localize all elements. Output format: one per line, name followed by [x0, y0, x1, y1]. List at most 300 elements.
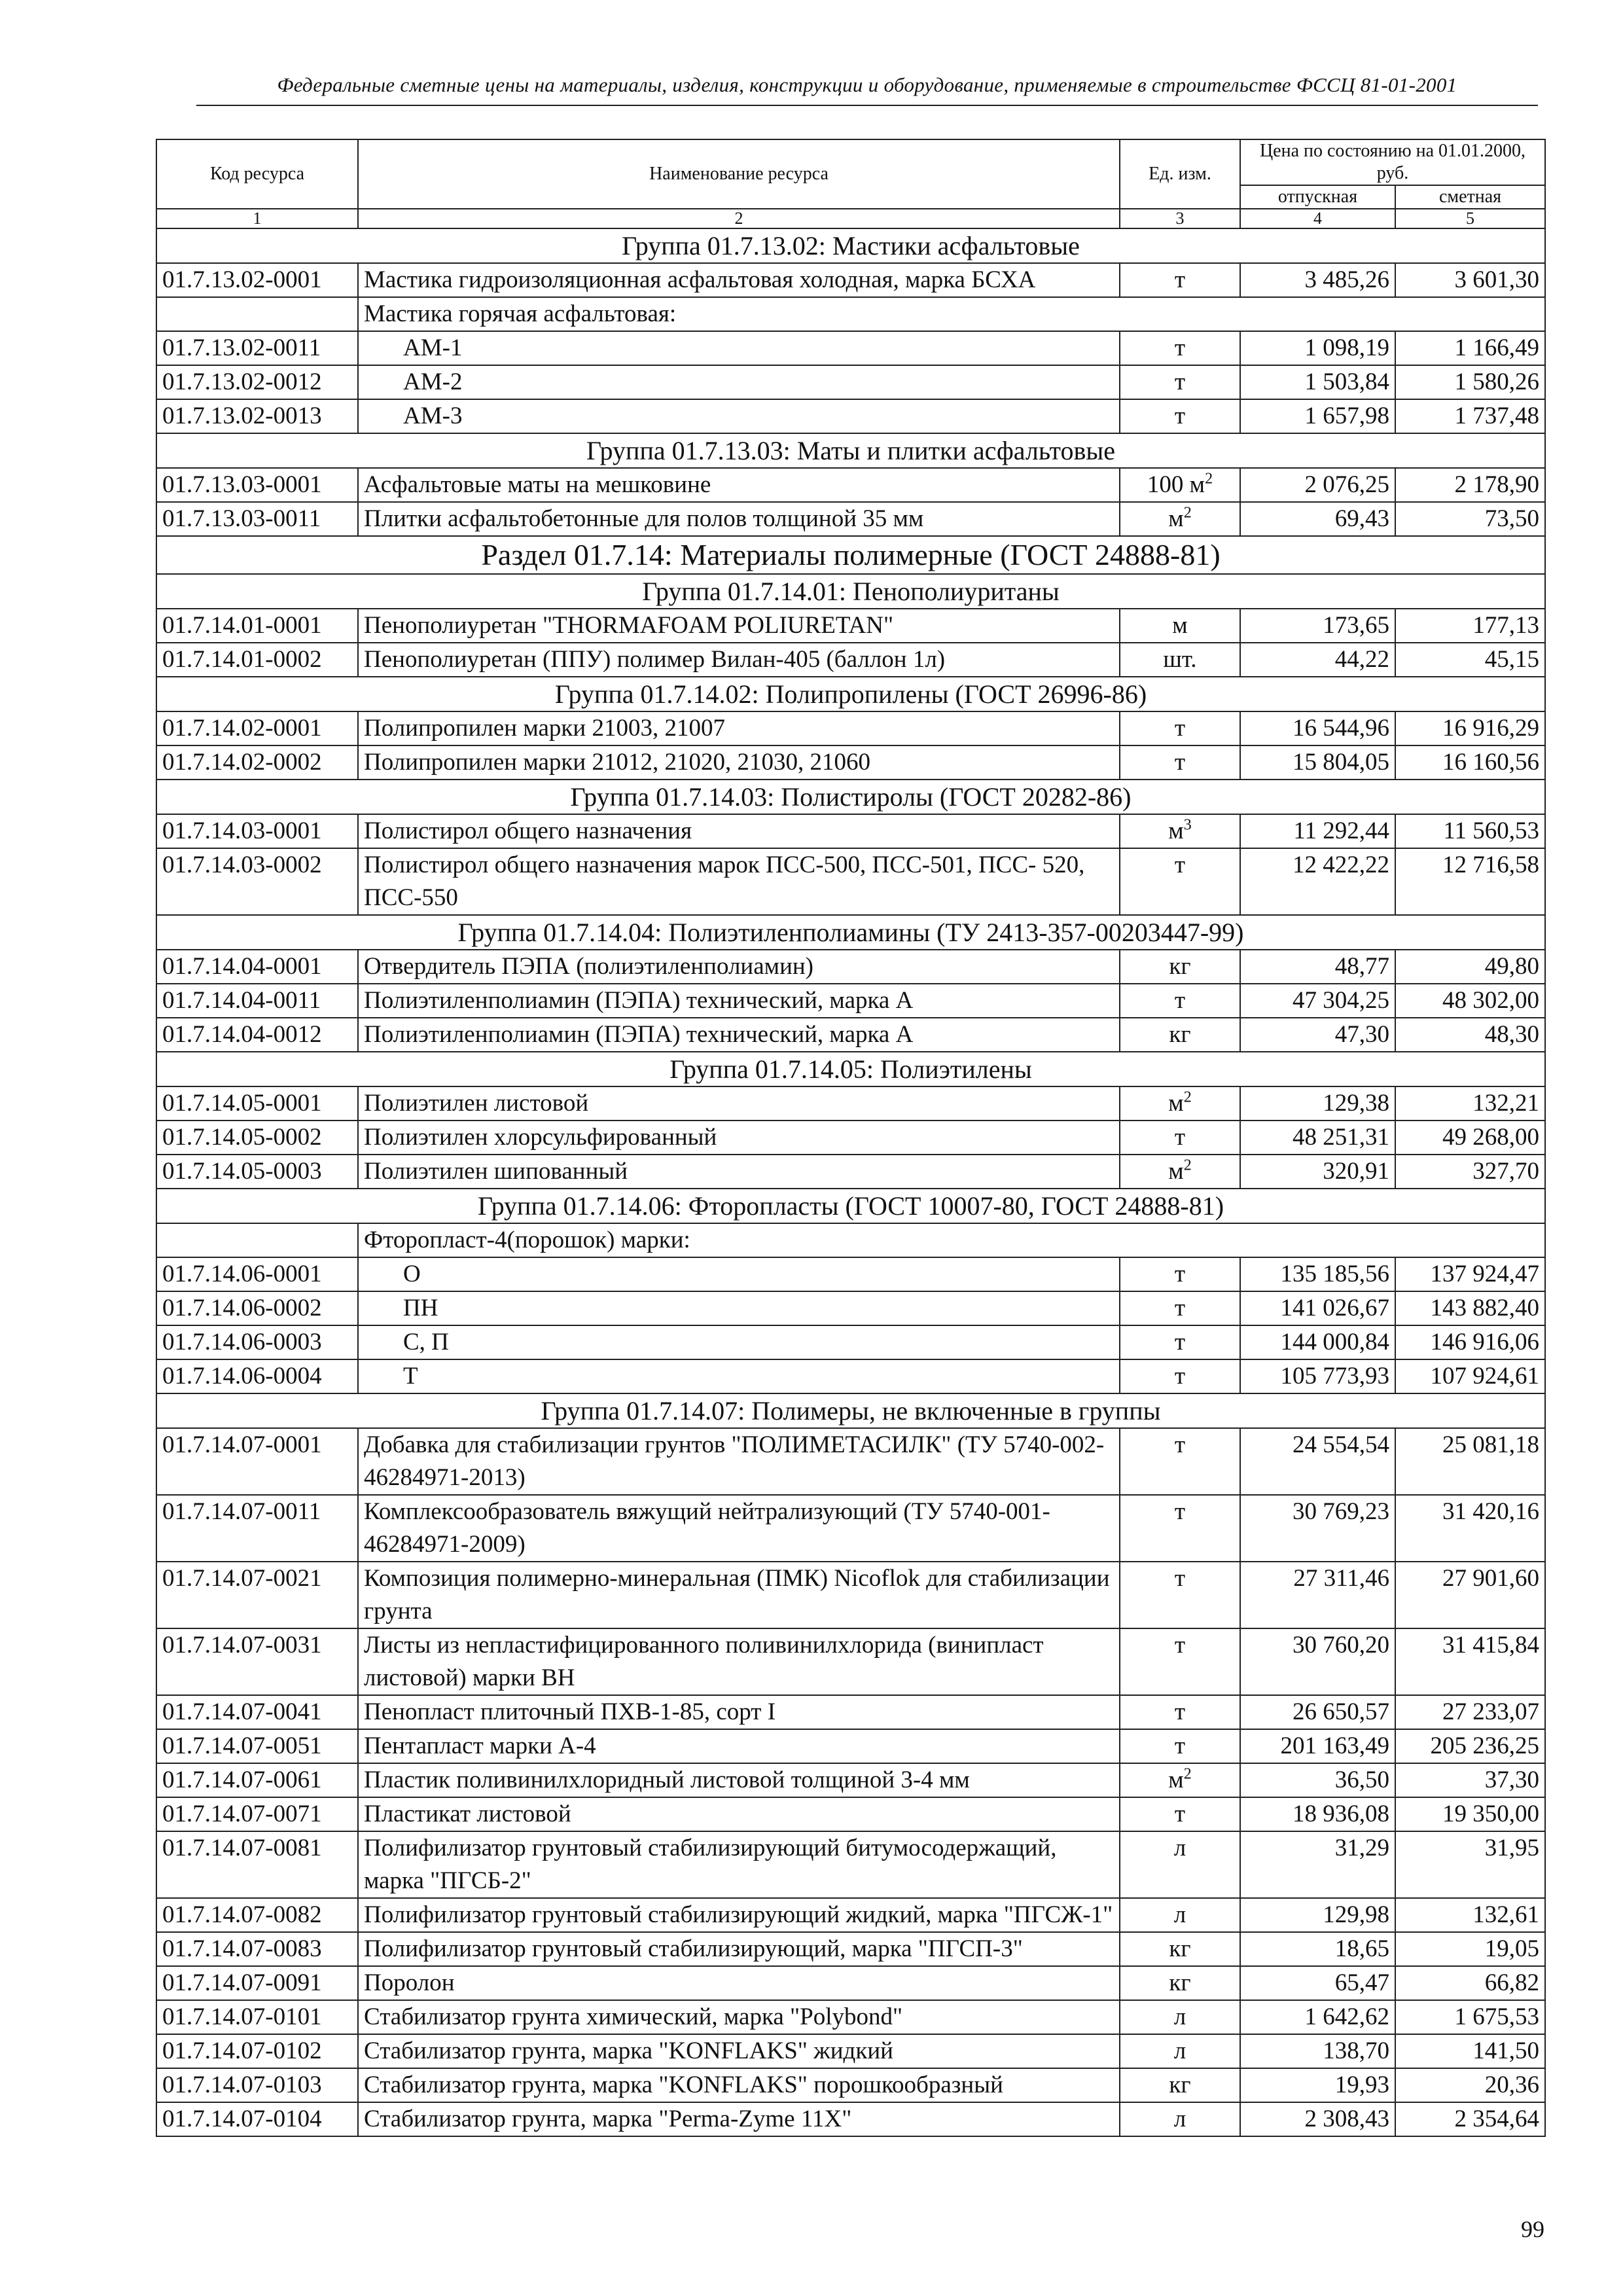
resource-name: Полистирол общего назначения	[358, 814, 1120, 848]
table-row	[156, 711, 1545, 745]
resource-name: Стабилизатор грунта, марка "Perma-Zyme 11X"	[358, 2102, 1120, 2136]
resource-name: Поролон	[358, 1966, 1120, 2000]
estimate-price: 137 924,47	[1395, 1257, 1545, 1291]
running-header: Федеральные сметные цены на материалы, изделия, конструкции и оборудование, применяемые в строительстве ФССЦ 81-01-2001	[277, 73, 1457, 96]
resource-code: 01.7.14.07-0061	[156, 1763, 358, 1797]
resource-name	[358, 365, 1120, 399]
header-release: отпускная	[1240, 185, 1395, 209]
unit-text: л	[1173, 1835, 1186, 1861]
col-number: 3	[1120, 209, 1240, 228]
group-heading-row	[156, 1189, 1545, 1223]
resource-name: Асфальтовые маты на мешковине	[358, 468, 1120, 502]
release-price: 30 760,20	[1240, 1628, 1395, 1695]
release-price: 19,93	[1240, 2068, 1395, 2102]
unit-of-measure	[1120, 1291, 1240, 1325]
resource-name: Стабилизатор грунта, марка "KONFLAKS" жидкий	[358, 2034, 1120, 2068]
group-title: Группа 01.7.14.02: Полипропилены (ГОСТ 26996-86)	[156, 677, 1545, 711]
estimate-price: 3 601,30	[1395, 263, 1545, 297]
group-title: Группа 01.7.14.06: Фторопласты (ГОСТ 10007-80, ГОСТ 24888-81)	[156, 1189, 1545, 1223]
release-price: 69,43	[1240, 502, 1395, 536]
resource-code: 01.7.13.02-0001	[156, 263, 358, 297]
estimate-price: 49,80	[1395, 950, 1545, 984]
unit-of-measure	[1120, 950, 1240, 984]
release-price: 173,65	[1240, 609, 1395, 643]
resource-name: Пенопласт плиточный ПХВ-1-85, сорт I	[358, 1695, 1120, 1729]
unit-text: т	[1174, 368, 1186, 395]
estimate-price: 27 233,07	[1395, 1695, 1545, 1729]
table-row	[156, 2000, 1545, 2034]
resource-name: Полиэтилен листовой	[358, 1086, 1120, 1121]
release-price: 36,50	[1240, 1763, 1395, 1797]
resource-code: 01.7.14.05-0001	[156, 1086, 358, 1121]
group-heading-row	[156, 677, 1545, 711]
unit-of-measure	[1120, 2068, 1240, 2102]
estimate-price: 48,30	[1395, 1018, 1545, 1052]
resource-code: 01.7.14.07-0082	[156, 1898, 358, 1932]
estimate-price: 2 178,90	[1395, 468, 1545, 502]
estimate-price: 25 081,18	[1395, 1428, 1545, 1495]
group-heading-row	[156, 780, 1545, 814]
column-numbers-row	[156, 209, 1545, 228]
table-row	[156, 1325, 1545, 1359]
unit-of-measure	[1120, 1325, 1240, 1359]
release-price: 65,47	[1240, 1966, 1395, 2000]
resource-code: 01.7.14.07-0041	[156, 1695, 358, 1729]
unit-of-measure	[1120, 1695, 1240, 1729]
unit-of-measure	[1120, 1086, 1240, 1121]
unit-text: т	[1174, 1498, 1186, 1525]
unit-text: т	[1174, 1732, 1186, 1759]
resource-name: Добавка для стабилизации грунтов "ПОЛИМЕТАСИЛК" (ТУ 5740-002- 46284971-2013)	[358, 1428, 1120, 1495]
table-row	[156, 1729, 1545, 1763]
unit-text: кг	[1169, 2072, 1191, 2098]
resource-code: 01.7.14.07-0001	[156, 1428, 358, 1495]
unit-text: кг	[1169, 1021, 1191, 1048]
release-price: 320,91	[1240, 1155, 1395, 1189]
resource-code: 01.7.14.07-0101	[156, 2000, 358, 2034]
resource-code: 01.7.14.07-0091	[156, 1966, 358, 2000]
estimate-price: 177,13	[1395, 609, 1545, 643]
estimate-price: 19,05	[1395, 1932, 1545, 1966]
unit-text: т	[1174, 1124, 1186, 1151]
unit-text: м	[1168, 1090, 1184, 1117]
group-heading-row	[156, 433, 1545, 468]
resource-name: Полиэтиленполиамин (ПЭПА) технический, марка А	[358, 984, 1120, 1018]
release-price: 201 163,49	[1240, 1729, 1395, 1763]
estimate-price: 49 268,00	[1395, 1121, 1545, 1155]
unit-exponent: 2	[1183, 1765, 1192, 1783]
resource-code: 01.7.14.07-0102	[156, 2034, 358, 2068]
estimate-price: 1 580,26	[1395, 365, 1545, 399]
unit-text: м	[1168, 817, 1184, 844]
table-row	[156, 1121, 1545, 1155]
release-price: 2 308,43	[1240, 2102, 1395, 2136]
resource-code: 01.7.14.07-0083	[156, 1932, 358, 1966]
group-title: Группа 01.7.13.03: Маты и плитки асфальтовые	[156, 433, 1545, 468]
resource-code: 01.7.14.06-0001	[156, 1257, 358, 1291]
estimate-price: 19 350,00	[1395, 1797, 1545, 1831]
release-price: 1 098,19	[1240, 331, 1395, 365]
unit-text: л	[1173, 1901, 1186, 1928]
resource-name	[358, 1291, 1120, 1325]
unit-of-measure	[1120, 1932, 1240, 1966]
resource-name-text: Т	[403, 1363, 418, 1390]
release-price: 1 657,98	[1240, 399, 1395, 433]
unit-text: т	[1174, 1363, 1186, 1390]
release-price: 15 804,05	[1240, 745, 1395, 780]
release-price: 31,29	[1240, 1831, 1395, 1898]
col-number: 5	[1395, 209, 1545, 228]
unit-of-measure	[1120, 502, 1240, 536]
table-row	[156, 2068, 1545, 2102]
unit-text: л	[1173, 2106, 1186, 2132]
table-row	[156, 1495, 1545, 1562]
group-heading-row	[156, 1393, 1545, 1428]
resource-name: Полиэтилен шипованный	[358, 1155, 1120, 1189]
resource-code: 01.7.14.07-0011	[156, 1495, 358, 1562]
resource-name: Композиция полимерно-минеральная (ПМК) Nicoflok для стабилизации грунта	[358, 1562, 1120, 1628]
unit-text: м	[1172, 612, 1188, 639]
resource-name: Стабилизатор грунта химический, марка "Polybond"	[358, 2000, 1120, 2034]
unit-of-measure	[1120, 1359, 1240, 1393]
unit-of-measure	[1120, 1155, 1240, 1189]
estimate-price: 141,50	[1395, 2034, 1545, 2068]
release-price: 16 544,96	[1240, 711, 1395, 745]
resource-name: Пенополиуретан "THORMAFOAM POLIURETAN"	[358, 609, 1120, 643]
unit-text: кг	[1169, 1935, 1191, 1962]
unit-of-measure	[1120, 1018, 1240, 1052]
unit-text: м	[1168, 1767, 1184, 1793]
header-estimate: сметная	[1395, 185, 1545, 209]
resource-code: 01.7.14.07-0021	[156, 1562, 358, 1628]
unit-of-measure	[1120, 711, 1240, 745]
resource-code: 01.7.14.06-0002	[156, 1291, 358, 1325]
resource-code: 01.7.14.07-0031	[156, 1628, 358, 1695]
unit-of-measure	[1120, 399, 1240, 433]
unit-text: т	[1174, 749, 1186, 776]
resource-name: Полипропилен марки 21003, 21007	[358, 711, 1120, 745]
estimate-price: 48 302,00	[1395, 984, 1545, 1018]
resource-name: Полифилизатор грунтовый стабилизирующий битумосодержащий, марка "ПГСБ-2"	[358, 1831, 1120, 1898]
unit-of-measure	[1120, 1763, 1240, 1797]
resource-code: 01.7.13.02-0012	[156, 365, 358, 399]
table-row	[156, 2102, 1545, 2136]
estimate-price: 73,50	[1395, 502, 1545, 536]
unit-text: т	[1174, 1431, 1186, 1458]
unit-of-measure	[1120, 2102, 1240, 2136]
resource-code: 01.7.14.03-0002	[156, 848, 358, 915]
resource-name	[358, 1325, 1120, 1359]
resource-name-text: О	[403, 1261, 421, 1287]
unit-text: т	[1174, 1565, 1186, 1592]
resource-name	[358, 1257, 1120, 1291]
unit-text: т	[1174, 1632, 1186, 1659]
release-price: 2 076,25	[1240, 468, 1395, 502]
resource-name: Полифилизатор грунтовый стабилизирующий жидкий, марка "ПГСЖ-1"	[358, 1898, 1120, 1932]
resource-code: 01.7.13.03-0001	[156, 468, 358, 502]
estimate-price: 107 924,61	[1395, 1359, 1545, 1393]
unit-of-measure	[1120, 263, 1240, 297]
unit-text: кг	[1169, 1969, 1191, 1996]
resource-name: Пластикат листовой	[358, 1797, 1120, 1831]
estimate-price: 31 415,84	[1395, 1628, 1545, 1695]
table-row	[156, 950, 1545, 984]
subheading-row	[156, 1223, 1545, 1257]
table-row	[156, 609, 1545, 643]
table-row	[156, 1898, 1545, 1932]
release-price: 105 773,93	[1240, 1359, 1395, 1393]
section-title: Раздел 01.7.14: Материалы полимерные (ГОСТ 24888-81)	[156, 536, 1545, 574]
resource-code	[156, 1223, 358, 1257]
estimate-price: 16 916,29	[1395, 711, 1545, 745]
group-title: Группа 01.7.14.04: Полиэтиленполиамины (ТУ 2413-357-00203447-99)	[156, 915, 1545, 950]
resource-name: Пластик поливинилхлоридный листовой толщиной 3-4 мм	[358, 1763, 1120, 1797]
estimate-price: 1 675,53	[1395, 2000, 1545, 2034]
unit-text: т	[1174, 987, 1186, 1014]
table-row	[156, 1155, 1545, 1189]
release-price: 18 936,08	[1240, 1797, 1395, 1831]
release-price: 129,98	[1240, 1898, 1395, 1932]
group-heading-row	[156, 228, 1545, 263]
resource-name: Листы из непластифицированного поливинилхлорида (винипласт листовой) марки ВН	[358, 1628, 1120, 1695]
resource-name: Стабилизатор грунта, марка "KONFLAKS" порошкообразный	[358, 2068, 1120, 2102]
resource-code: 01.7.14.04-0011	[156, 984, 358, 1018]
unit-text: т	[1174, 266, 1186, 293]
unit-of-measure	[1120, 1729, 1240, 1763]
resource-code: 01.7.14.01-0002	[156, 643, 358, 677]
release-price: 48,77	[1240, 950, 1395, 984]
unit-text: м	[1168, 1158, 1184, 1185]
unit-text: т	[1174, 715, 1186, 742]
unit-exponent: 2	[1205, 470, 1213, 488]
table-row	[156, 365, 1545, 399]
release-price: 47 304,25	[1240, 984, 1395, 1018]
unit-of-measure	[1120, 1257, 1240, 1291]
unit-text: т	[1174, 1801, 1186, 1827]
table-row	[156, 848, 1545, 915]
group-title: Группа 01.7.14.01: Пенополиуританы	[156, 574, 1545, 609]
release-price: 24 554,54	[1240, 1428, 1395, 1495]
release-price: 3 485,26	[1240, 263, 1395, 297]
release-price: 27 311,46	[1240, 1562, 1395, 1628]
release-price: 44,22	[1240, 643, 1395, 677]
resource-code: 01.7.14.06-0003	[156, 1325, 358, 1359]
subheading-row	[156, 297, 1545, 331]
unit-text: л	[1173, 2037, 1186, 2064]
estimate-price: 16 160,56	[1395, 745, 1545, 780]
col-number: 1	[156, 209, 358, 228]
unit-of-measure	[1120, 1121, 1240, 1155]
resource-name: Пенополиуретан (ППУ) полимер Вилан-405 (баллон 1л)	[358, 643, 1120, 677]
subheading-name: Мастика горячая асфальтовая:	[358, 297, 1545, 331]
estimate-price: 132,61	[1395, 1898, 1545, 1932]
estimate-price: 37,30	[1395, 1763, 1545, 1797]
resource-code: 01.7.14.06-0004	[156, 1359, 358, 1393]
resource-code: 01.7.14.07-0081	[156, 1831, 358, 1898]
release-price: 47,30	[1240, 1018, 1395, 1052]
release-price: 11 292,44	[1240, 814, 1395, 848]
unit-of-measure	[1120, 745, 1240, 780]
resource-code: 01.7.14.07-0071	[156, 1797, 358, 1831]
table-row	[156, 745, 1545, 780]
release-price: 30 769,23	[1240, 1495, 1395, 1562]
release-price: 12 422,22	[1240, 848, 1395, 915]
estimate-price: 45,15	[1395, 643, 1545, 677]
page-number: 99	[1521, 2216, 1544, 2242]
unit-of-measure	[1120, 1898, 1240, 1932]
resource-name	[358, 331, 1120, 365]
table-row	[156, 1932, 1545, 1966]
unit-text: м	[1168, 505, 1184, 532]
table-row	[156, 1359, 1545, 1393]
resource-code: 01.7.14.07-0104	[156, 2102, 358, 2136]
release-price: 135 185,56	[1240, 1257, 1395, 1291]
header-unit: Ед. изм.	[1120, 139, 1240, 209]
resource-name: Отвердитель ПЭПА (полиэтиленполиамин)	[358, 950, 1120, 984]
resource-code: 01.7.14.03-0001	[156, 814, 358, 848]
unit-of-measure	[1120, 643, 1240, 677]
resource-code: 01.7.14.04-0001	[156, 950, 358, 984]
unit-text: т	[1174, 1329, 1186, 1355]
resource-code: 01.7.13.02-0011	[156, 331, 358, 365]
estimate-price: 132,21	[1395, 1086, 1545, 1121]
unit-text: т	[1174, 334, 1186, 361]
estimate-price: 66,82	[1395, 1966, 1545, 2000]
unit-of-measure	[1120, 609, 1240, 643]
release-price: 129,38	[1240, 1086, 1395, 1121]
unit-text: л	[1173, 2003, 1186, 2030]
estimate-price: 327,70	[1395, 1155, 1545, 1189]
unit-exponent: 3	[1183, 816, 1192, 834]
unit-of-measure	[1120, 814, 1240, 848]
estimate-price: 27 901,60	[1395, 1562, 1545, 1628]
resource-name: Полипропилен марки 21012, 21020, 21030, 21060	[358, 745, 1120, 780]
group-heading-row	[156, 915, 1545, 950]
table-row	[156, 643, 1545, 677]
resource-code	[156, 297, 358, 331]
unit-text: 100 м	[1147, 471, 1205, 498]
resource-name: Полиэтиленполиамин (ПЭПА) технический, марка А	[358, 1018, 1120, 1052]
unit-of-measure	[1120, 1495, 1240, 1562]
resource-name-text: АМ-3	[403, 403, 463, 429]
unit-of-measure	[1120, 1966, 1240, 2000]
resource-code: 01.7.13.03-0011	[156, 502, 358, 536]
table-row	[156, 263, 1545, 297]
table-row	[156, 468, 1545, 502]
table-row	[156, 502, 1545, 536]
resource-code: 01.7.14.01-0001	[156, 609, 358, 643]
release-price: 1 503,84	[1240, 365, 1395, 399]
release-price: 48 251,31	[1240, 1121, 1395, 1155]
unit-text: т	[1174, 403, 1186, 429]
estimate-price: 146 916,06	[1395, 1325, 1545, 1359]
unit-text: т	[1174, 1261, 1186, 1287]
unit-of-measure	[1120, 1831, 1240, 1898]
table-row	[156, 2034, 1545, 2068]
group-title: Группа 01.7.14.03: Полистиролы (ГОСТ 20282-86)	[156, 780, 1545, 814]
header-name: Наименование ресурса	[358, 139, 1120, 209]
resource-name: Пентапласт марки А-4	[358, 1729, 1120, 1763]
resource-name: Полиэтилен хлорсульфированный	[358, 1121, 1120, 1155]
resource-code: 01.7.14.05-0002	[156, 1121, 358, 1155]
estimate-price: 1 166,49	[1395, 331, 1545, 365]
resource-name	[358, 399, 1120, 433]
group-heading-row	[156, 1052, 1545, 1086]
resource-code: 01.7.14.07-0051	[156, 1729, 358, 1763]
estimate-price: 2 354,64	[1395, 2102, 1545, 2136]
unit-of-measure	[1120, 365, 1240, 399]
unit-text: шт.	[1163, 646, 1197, 673]
resource-name	[358, 1359, 1120, 1393]
group-heading-row	[156, 574, 1545, 609]
release-price: 138,70	[1240, 2034, 1395, 2068]
subheading-name: Фторопласт-4(порошок) марки:	[358, 1223, 1545, 1257]
resource-name: Мастика гидроизоляционная асфальтовая холодная, марка БСХА	[358, 263, 1120, 297]
release-price: 18,65	[1240, 1932, 1395, 1966]
estimate-price: 31 420,16	[1395, 1495, 1545, 1562]
release-price: 26 650,57	[1240, 1695, 1395, 1729]
release-price: 1 642,62	[1240, 2000, 1395, 2034]
resource-name: Плитки асфальтобетонные для полов толщиной 35 мм	[358, 502, 1120, 536]
unit-text: т	[1174, 1295, 1186, 1321]
unit-of-measure	[1120, 848, 1240, 915]
table-row	[156, 1428, 1545, 1495]
release-price: 141 026,67	[1240, 1291, 1395, 1325]
unit-of-measure	[1120, 468, 1240, 502]
unit-of-measure	[1120, 1428, 1240, 1495]
estimate-price: 20,36	[1395, 2068, 1545, 2102]
header-code: Код ресурса	[156, 139, 358, 209]
table-row	[156, 1797, 1545, 1831]
resource-code: 01.7.14.02-0001	[156, 711, 358, 745]
unit-text: кг	[1169, 953, 1191, 980]
table-row	[156, 1966, 1545, 2000]
estimate-price: 11 560,53	[1395, 814, 1545, 848]
unit-exponent: 2	[1183, 1157, 1192, 1174]
estimate-price: 143 882,40	[1395, 1291, 1545, 1325]
header-price: Цена по состоянию на 01.01.2000, руб.	[1240, 139, 1545, 185]
table-row	[156, 1291, 1545, 1325]
resource-name-text: С, П	[403, 1329, 449, 1355]
resource-code: 01.7.13.02-0013	[156, 399, 358, 433]
group-title: Группа 01.7.14.05: Полиэтилены	[156, 1052, 1545, 1086]
table-row	[156, 1628, 1545, 1695]
estimate-price: 205 236,25	[1395, 1729, 1545, 1763]
resource-name-text: АМ-2	[403, 368, 463, 395]
header-rule	[196, 105, 1538, 106]
table-row	[156, 1257, 1545, 1291]
unit-exponent: 2	[1183, 1088, 1192, 1106]
table-row	[156, 1695, 1545, 1729]
unit-of-measure	[1120, 331, 1240, 365]
unit-of-measure	[1120, 1562, 1240, 1628]
group-title: Группа 01.7.13.02: Мастики асфальтовые	[156, 228, 1545, 263]
resource-name: Комплексообразователь вяжущий нейтрализующий (ТУ 5740-001-46284971-2009)	[358, 1495, 1120, 1562]
col-number: 2	[358, 209, 1120, 228]
estimate-price: 1 737,48	[1395, 399, 1545, 433]
resource-name: Полифилизатор грунтовый стабилизирующий, марка "ПГСП-3"	[358, 1932, 1120, 1966]
table-row	[156, 399, 1545, 433]
unit-of-measure	[1120, 1628, 1240, 1695]
resource-code: 01.7.14.04-0012	[156, 1018, 358, 1052]
table-row	[156, 1831, 1545, 1898]
table-row	[156, 331, 1545, 365]
resource-code: 01.7.14.05-0003	[156, 1155, 358, 1189]
group-title: Группа 01.7.14.07: Полимеры, не включенные в группы	[156, 1393, 1545, 1428]
unit-of-measure	[1120, 1797, 1240, 1831]
table-row	[156, 984, 1545, 1018]
resource-code: 01.7.14.02-0002	[156, 745, 358, 780]
